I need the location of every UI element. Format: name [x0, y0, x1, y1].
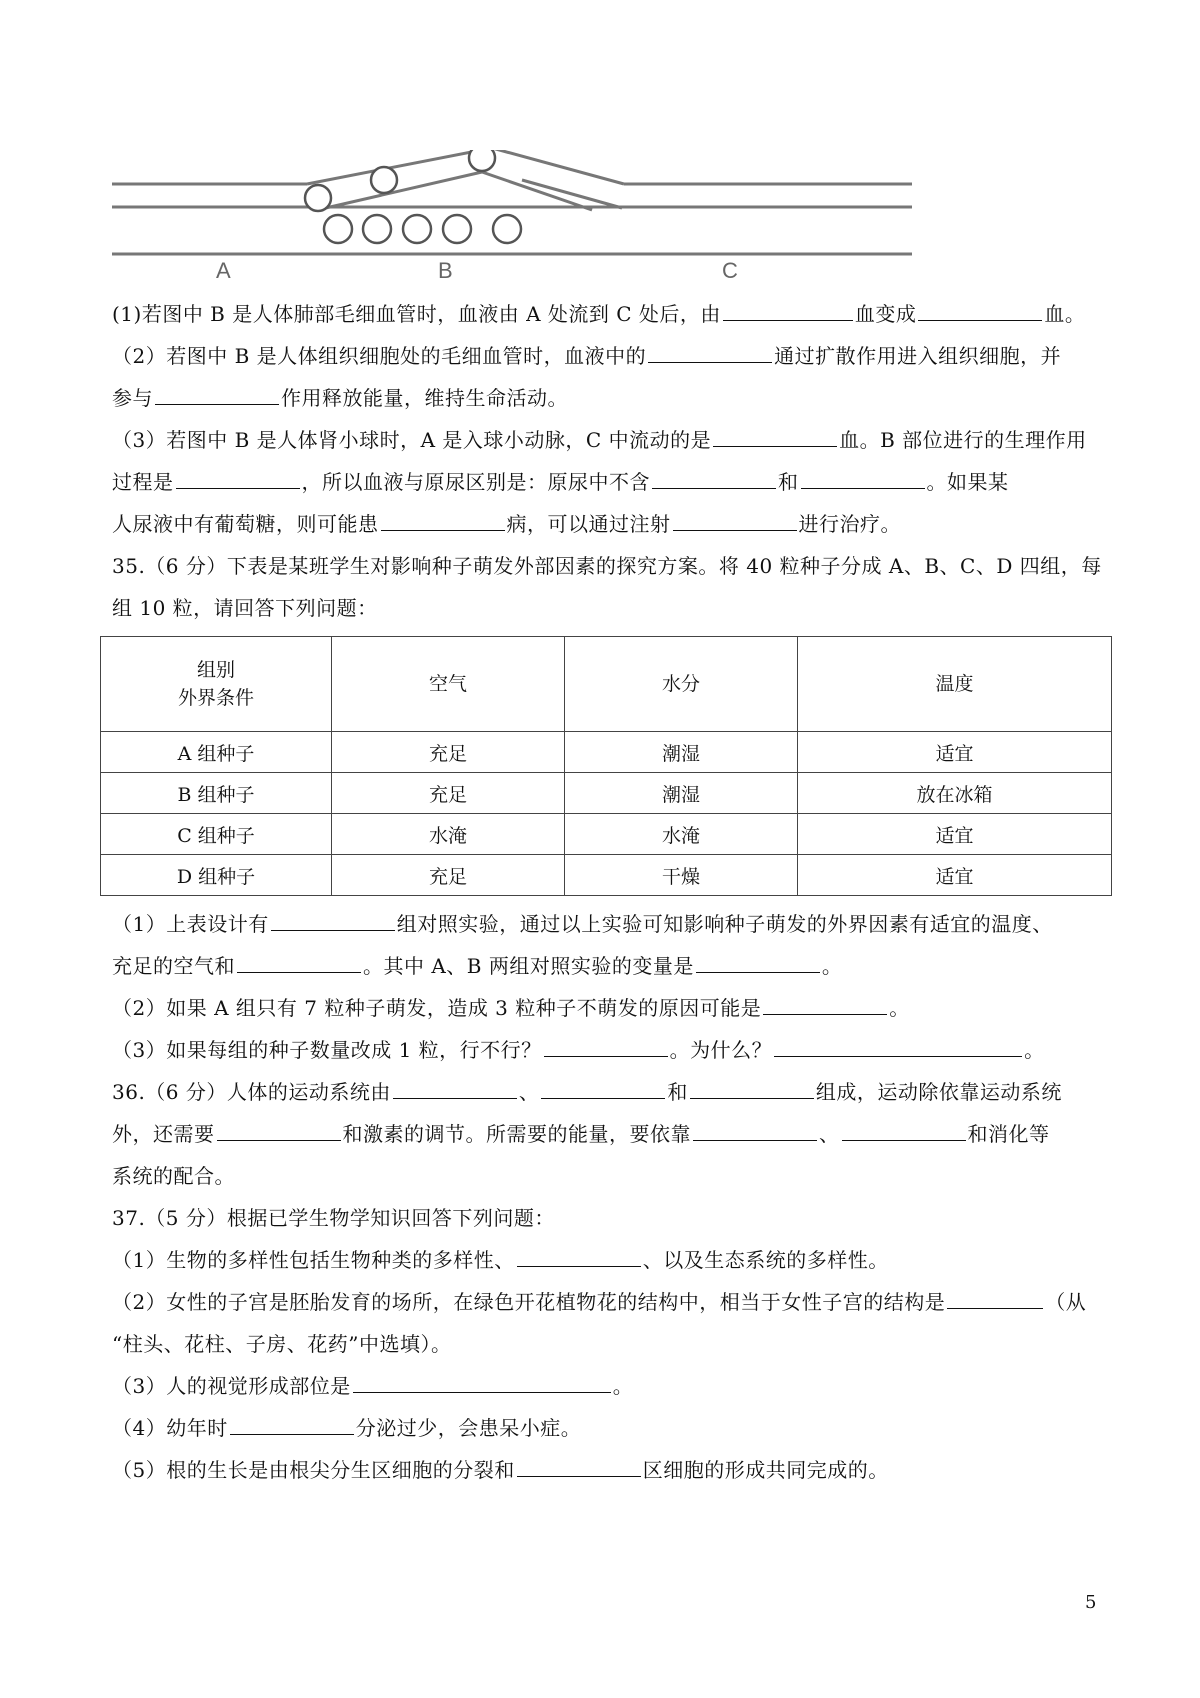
blank[interactable] [381, 508, 505, 531]
blank[interactable] [544, 1034, 668, 1057]
table-header-corner: 组别 外界条件 [101, 637, 332, 732]
label-b: B [438, 258, 453, 283]
q37-part4: （4）幼年时 分泌过少，会患呆小症。 [112, 1412, 1102, 1444]
q37-part2-line1: （2）女性的子宫是胚胎发育的场所，在绿色开花植物花的结构中，相当于女性子宫的结构是 （从 [112, 1286, 1102, 1318]
label-c: C [722, 258, 738, 283]
experiment-table [100, 636, 1112, 896]
blank[interactable] [271, 908, 395, 931]
blank[interactable] [723, 298, 853, 321]
blank[interactable] [230, 1412, 354, 1435]
blank[interactable] [918, 298, 1042, 321]
blank[interactable] [176, 466, 300, 489]
q37-part2-line2: “柱头、花柱、子房、花药”中选填）。 [112, 1332, 452, 1356]
blank[interactable] [842, 1118, 966, 1141]
q34-part3-line3: 人尿液中有葡萄糖，则可能患 病，可以通过注射 进行治疗。 [112, 508, 1102, 540]
page-number: 5 [1085, 1592, 1097, 1613]
q36-line1: 36.（6 分）人体的运动系统由 、 和 组成，运动除依靠运动系统 [112, 1076, 1102, 1108]
q34-part1: (1)若图中 B 是人体肺部毛细血管时，血液由 A 处流到 C 处后，由 血变成 血。 [112, 298, 1102, 330]
blank[interactable] [690, 1076, 814, 1099]
blank[interactable] [763, 992, 887, 1015]
q35-part1-line1: （1）上表设计有 组对照实验，通过以上实验可知影响种子萌发的外界因素有适宜的温度、 [112, 908, 1102, 940]
table-row: C 组种子 水淹 水淹 适宜 [101, 814, 1112, 855]
capillary-diagram [112, 150, 912, 290]
q34-part3-line1: （3）若图中 B 是人体肾小球时，A 是入球小动脉，C 中流动的是 血。B 部位进行的生理作用 [112, 424, 1102, 456]
q35-intro-line2: 组 10 粒，请回答下列问题： [112, 596, 378, 620]
blank[interactable] [774, 1034, 1022, 1057]
table-row: B 组种子 充足 潮湿 放在冰箱 [101, 773, 1112, 814]
blank[interactable] [237, 950, 361, 973]
q35-part1-line2: 充足的空气和 。其中 A、B 两组对照实验的变量是 。 [112, 950, 1102, 982]
q34-part2-line2: 参与 作用释放能量，维持生命活动。 [112, 382, 1102, 414]
blank[interactable] [947, 1286, 1043, 1309]
blank[interactable] [393, 1076, 517, 1099]
table-row: D 组种子 充足 干燥 适宜 [101, 855, 1112, 896]
blank[interactable] [673, 508, 797, 531]
blank[interactable] [517, 1244, 641, 1267]
q35-intro-line1: 35.（6 分）下表是某班学生对影响种子萌发外部因素的探究方案。将 40 粒种子分成 A、B、C、D 四组，每 [112, 554, 1102, 578]
q35-part3: （3）如果每组的种子数量改成 1 粒，行不行？ 。为什么？ 。 [112, 1034, 1102, 1066]
blank[interactable] [801, 466, 925, 489]
q35-part2: （2）如果 A 组只有 7 粒种子萌发，造成 3 粒种子不萌发的原因可能是 。 [112, 992, 1102, 1024]
q37-part1: （1）生物的多样性包括生物种类的多样性、 、以及生态系统的多样性。 [112, 1244, 1102, 1276]
blank[interactable] [696, 950, 820, 973]
q37-intro: 37.（5 分）根据已学生物学知识回答下列问题： [112, 1206, 555, 1230]
blank[interactable] [713, 424, 837, 447]
table-header-cell: 温度 [798, 637, 1112, 732]
table-header-cell: 水分 [565, 637, 798, 732]
table-header-row [101, 637, 1112, 732]
q37-part5: （5）根的生长是由根尖分生区细胞的分裂和 区细胞的形成共同完成的。 [112, 1454, 1102, 1486]
table-row: A 组种子 充足 潮湿 适宜 [101, 732, 1112, 773]
blank[interactable] [652, 466, 776, 489]
q36-line2: 外，还需要 和激素的调节。所需要的能量，要依靠 、 和消化等 [112, 1118, 1102, 1150]
blank[interactable] [693, 1118, 817, 1141]
blank[interactable] [648, 340, 772, 363]
blank[interactable] [517, 1454, 641, 1477]
q34-part2-line1: （2）若图中 B 是人体组织细胞处的毛细血管时，血液中的 通过扩散作用进入组织细胞，并 [112, 340, 1102, 372]
table-header-cell: 空气 [332, 637, 565, 732]
label-a: A [216, 258, 231, 283]
q36-line3: 系统的配合。 [112, 1164, 235, 1188]
q37-part3: （3）人的视觉形成部位是 。 [112, 1370, 1102, 1402]
blank[interactable] [353, 1370, 611, 1393]
blank[interactable] [155, 382, 279, 405]
blank[interactable] [217, 1118, 341, 1141]
blank[interactable] [541, 1076, 665, 1099]
q34-part3-line2: 过程是 ，所以血液与原尿区别是：原尿中不含 和 。如果某 [112, 466, 1102, 498]
